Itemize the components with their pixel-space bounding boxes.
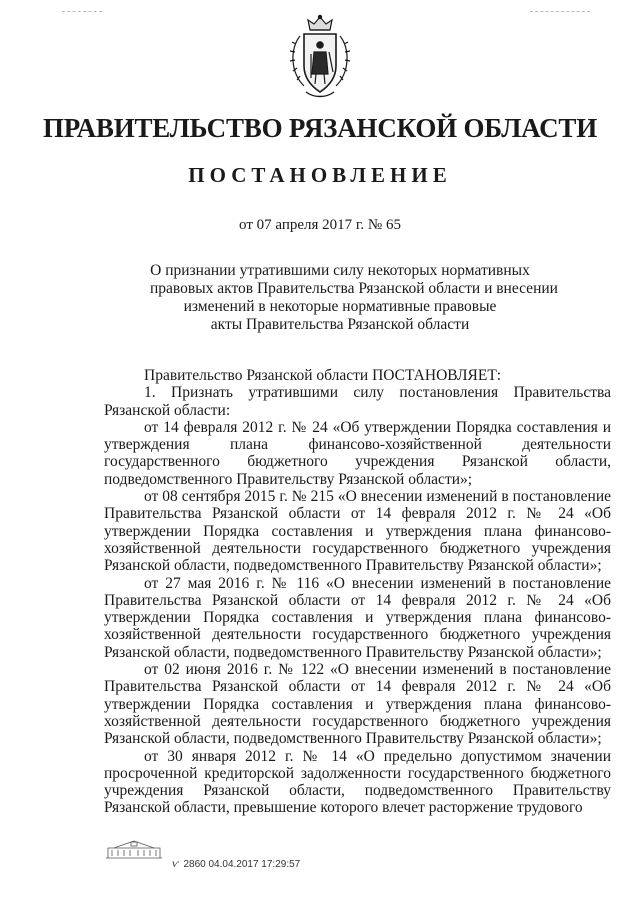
body-paragraph: Правительство Рязанской области ПОСТАНОВЛЯЕТ:: [144, 367, 502, 384]
registration-number-time: 2860 04.04.2017 17:29:57: [183, 859, 301, 870]
body-paragraph: от 14 февраля 2012 г. № 24 «Об утверждении Порядка составления и утверждения плана финансово-хозяйственной деятельности государственного бюджетного учреждения Рязанской области, подведомственного Правительству Рязанской области»;: [104, 418, 611, 488]
document-subject: [150, 262, 558, 334]
body-paragraph: от 08 сентября 2015 г. № 215 «О внесении изменений в постановление Правительства Рязанской области от 14 февраля 2012 г. № 24 «Об утверждении Порядка составления и утверждения плана финансово-хозяйственной деятельности государственного бюджетного учреждения Рязанской области, подведомственного Правительству Рязанской области»;: [104, 488, 611, 575]
document-body: [104, 367, 611, 817]
coat-of-arms-emblem: [286, 14, 354, 100]
subject-line: акты Правительства Рязанской области: [210, 316, 470, 333]
subject-line: О признании утратившими силу некоторых нормативных: [150, 262, 530, 279]
subject-line: изменений в некоторые нормативные правовые: [183, 298, 497, 315]
body-paragraph: 1. Признать утратившими силу постановления Правительства Рязанской области:: [104, 384, 611, 419]
document-type: ПОСТАНОВЛЕНИЕ: [188, 163, 452, 187]
document-date-number: от 07 апреля 2017 г. № 65: [239, 217, 401, 233]
subject-line: правовых актов Правительства Рязанской области и внесении: [150, 280, 558, 297]
government-title: ПРАВИТЕЛЬСТВО РЯЗАНСКОЙ ОБЛАСТИ: [42, 113, 598, 143]
building-stamp-icon: [104, 838, 164, 860]
body-paragraph: от 02 июня 2016 г. № 122 «О внесении изменений в постановление Правительства Рязанской области от 14 февраля 2012 г. № 24 «Об утверждении Порядка составления и утверждения плана финансово-хозяйственной деятельности государственного бюджетного учреждения Рязанской области, подведомственного Правительству Рязанской области»;: [104, 661, 611, 748]
registration-mark: ѵ: [172, 856, 179, 870]
body-paragraph: от 27 мая 2016 г. № 116 «О внесении изменений в постановление Правительства Рязанской области от 14 февраля 2012 г. № 24 «Об утверждении Порядка составления и утверждения плана финансово-хозяйственной деятельности государственного бюджетного учреждения Рязанской области, подведомственного Правительству Рязанской области»;: [104, 574, 611, 661]
scan-edge-mark: [62, 11, 102, 13]
registration-stamp: [172, 856, 300, 871]
scan-edge-mark: [530, 11, 590, 13]
body-paragraph: от 30 января 2012 г. № 14 «О предельно допустимом значении просроченной кредиторской задолженности государственного бюджетного учреждения Рязанской области, подведомственного Правительству Рязанской области, превышение которого влечет расторжение трудового: [104, 747, 611, 817]
